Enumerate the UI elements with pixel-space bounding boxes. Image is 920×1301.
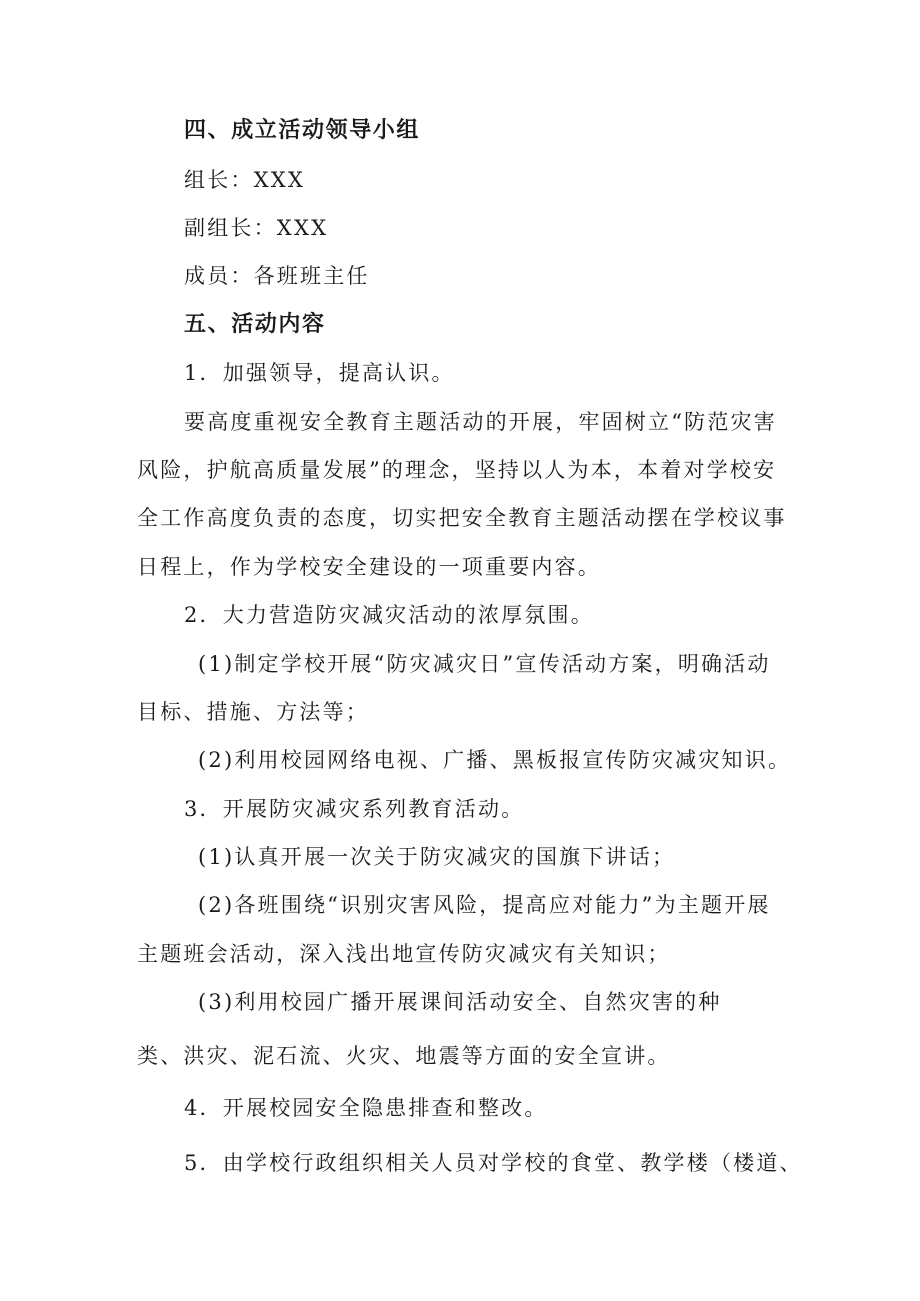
members-line: 成员：各班班主任 xyxy=(184,264,370,288)
item1-paragraph-line: 要高度重视安全教育主题活动的开展，牢固树立“防范灾害 xyxy=(184,410,777,434)
item2-sub2-line: (2)利用校园网络电视、广播、黑板报宣传防灾减灾知识。 xyxy=(198,748,792,772)
item1-paragraph-line: 风险，护航高质量发展”的理念，坚持以人为本，本着对学校安 xyxy=(137,458,777,482)
section5-heading: 五、活动内容 xyxy=(184,312,326,337)
item3-sub3-line: (3)利用校园广播开展课间活动安全、自然灾害的种 xyxy=(198,990,722,1014)
item1-paragraph-line: 日程上，作为学校安全建设的一项重要内容。 xyxy=(137,555,601,579)
leader-line: 组长：XXX xyxy=(184,168,306,192)
item1-title: 1．加强领导，提高认识。 xyxy=(184,361,455,385)
item2-sub1-line: 目标、措施、方法等； xyxy=(137,700,369,724)
item4-title: 4．开展校园安全隐患排查和整改。 xyxy=(184,1096,548,1120)
deputy-leader-line: 副组长：XXX xyxy=(184,216,329,240)
item3-sub2-line: (2)各班围绕“识别灾害风险，提高应对能力”为主题开展 xyxy=(198,893,771,917)
item3-sub2-line: 主题班会活动，深入浅出地宣传防灾减灾有关知识； xyxy=(137,942,671,966)
item2-sub1-line: (1)制定学校开展“防灾减灾日”宣传活动方案，明确活动 xyxy=(198,652,771,676)
item1-paragraph-line: 全工作高度负责的态度，切实把安全教育主题活动摆在学校议事 xyxy=(137,506,787,530)
item3-title: 3．开展防灾减灾系列教育活动。 xyxy=(184,797,525,821)
item2-title: 2．大力营造防灾减灾活动的浓厚氛围。 xyxy=(184,603,594,627)
item3-sub3-line: 类、洪灾、泥石流、火灾、地震等方面的安全宣讲。 xyxy=(137,1044,671,1068)
section4-heading: 四、成立活动领导小组 xyxy=(184,118,421,143)
item5-title: 5．由学校行政组织相关人员对学校的食堂、教学楼（楼道、 xyxy=(184,1151,803,1175)
item3-sub1-line: (1)认真开展一次关于防灾减灾的国旗下讲话； xyxy=(198,845,676,869)
